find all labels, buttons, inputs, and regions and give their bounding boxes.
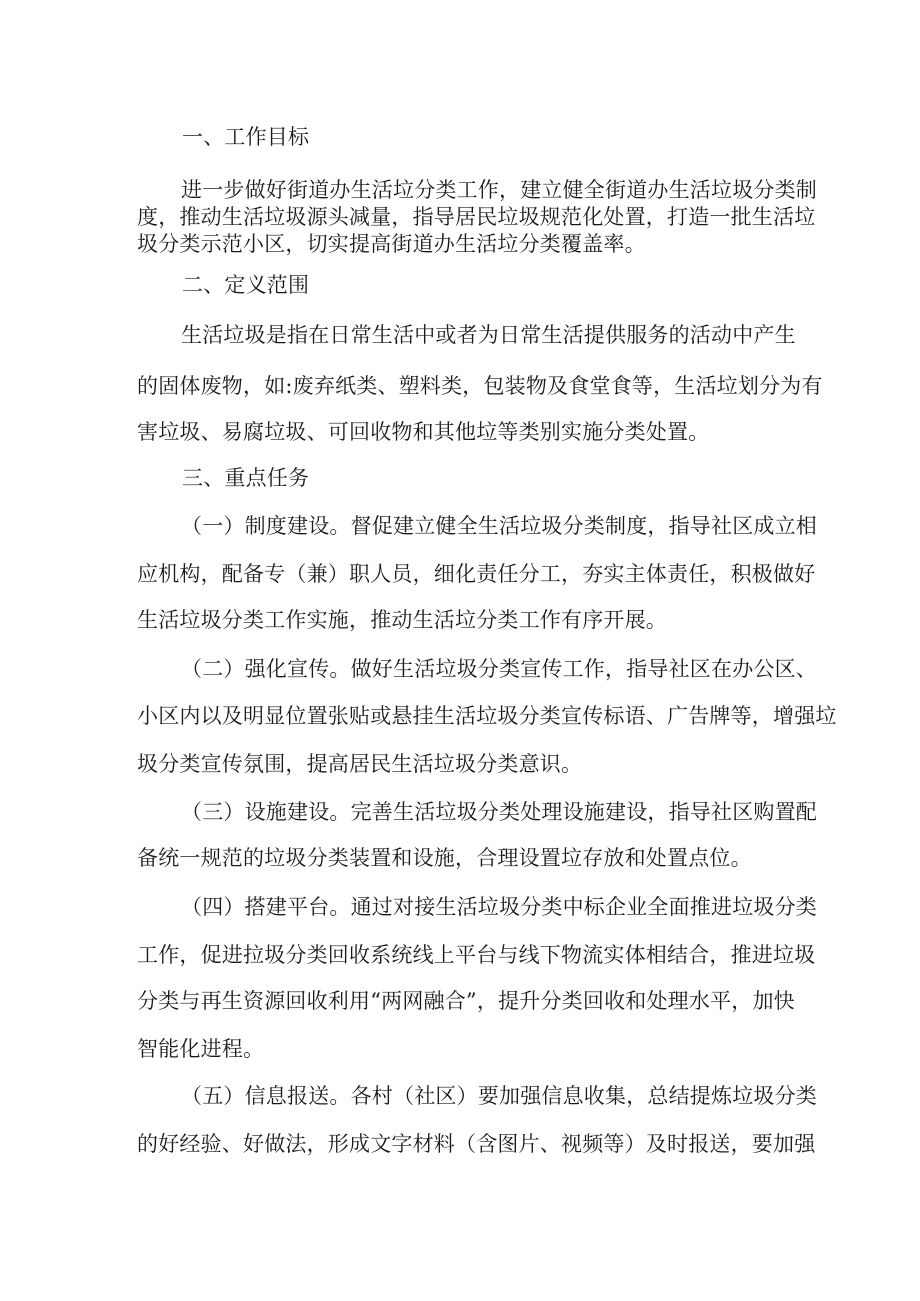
section-heading-goals: 一、工作目标 (182, 125, 310, 149)
paragraph-line: 备统一规范的垃圾分类装置和设施，合理设置垃存放和处置点位。 (137, 846, 752, 870)
paragraph-line: （三）设施建设。完善生活垃圾分类处理设施建设，指导社区购置配 (181, 800, 817, 824)
paragraph-line: 生活垃圾分类工作实施，推动生活垃分类工作有序开展。 (137, 608, 667, 632)
paragraph-line: 的固体废物，如:废弃纸类、塑料类，包装物及食堂食等，生活垃划分为有 (137, 374, 823, 398)
paragraph-line: （二）强化宣传。做好生活垃圾分类宣传工作，指导社区在办公区、 (181, 657, 817, 681)
paragraph-line: 生活垃圾是指在日常生活中或者为日常生活提供服务的活动中产生 (181, 323, 796, 347)
section-heading-scope: 二、定义范围 (182, 273, 310, 297)
paragraph-line: 度，推动生活垃圾源头减量，指导居民垃圾规范化处置，打造一批生活垃 (137, 205, 816, 229)
paragraph-line: （五）信息报送。各村（社区）要加强信息收集，总结提炼垃圾分类 (181, 1084, 817, 1108)
section-heading-tasks: 三、重点任务 (182, 466, 310, 490)
paragraph-line: 圾分类宣传氛围，提高居民生活垃圾分类意识。 (137, 752, 583, 776)
paragraph-line: （一）制度建设。督促建立健全生活垃圾分类制度，指导社区成立相 (181, 514, 817, 538)
paragraph-line: 圾分类示范小区，切实提高街道办生活垃分类覆盖率。 (137, 232, 646, 256)
paragraph-line: 工作，促进拉圾分类回收系统线上平台与线下物流实体相结合，推进垃圾 (137, 943, 816, 967)
paragraph-line: 进一步做好街道办生活垃分类工作，建立健全街道办生活垃圾分类制 (181, 178, 817, 202)
paragraph-line: 分类与再生资源回收利用“两网融合”，提升分类回收和处理水平，加快 (137, 989, 795, 1013)
paragraph-line: （四）搭建平台。通过对接生活垃圾分类中标企业全面推进垃圾分类 (181, 895, 817, 919)
paragraph-line: 的好经验、好做法，形成文字材料（含图片、视频等）及时报送，要加强 (137, 1132, 816, 1156)
paragraph-line: 智能化进程。 (137, 1037, 265, 1061)
paragraph-line: 害垃圾、易腐垃圾、可回收物和其他垃等类别实施分类处置。 (137, 420, 710, 444)
paragraph-line: 应机构，配备专（兼）职人员，细化责任分工，夯实主体责任，积极做好 (137, 562, 816, 586)
paragraph-line: 小区内以及明显位置张贴或悬挂生活垃圾分类宣传标语、广告牌等，增强垃 (137, 704, 837, 728)
